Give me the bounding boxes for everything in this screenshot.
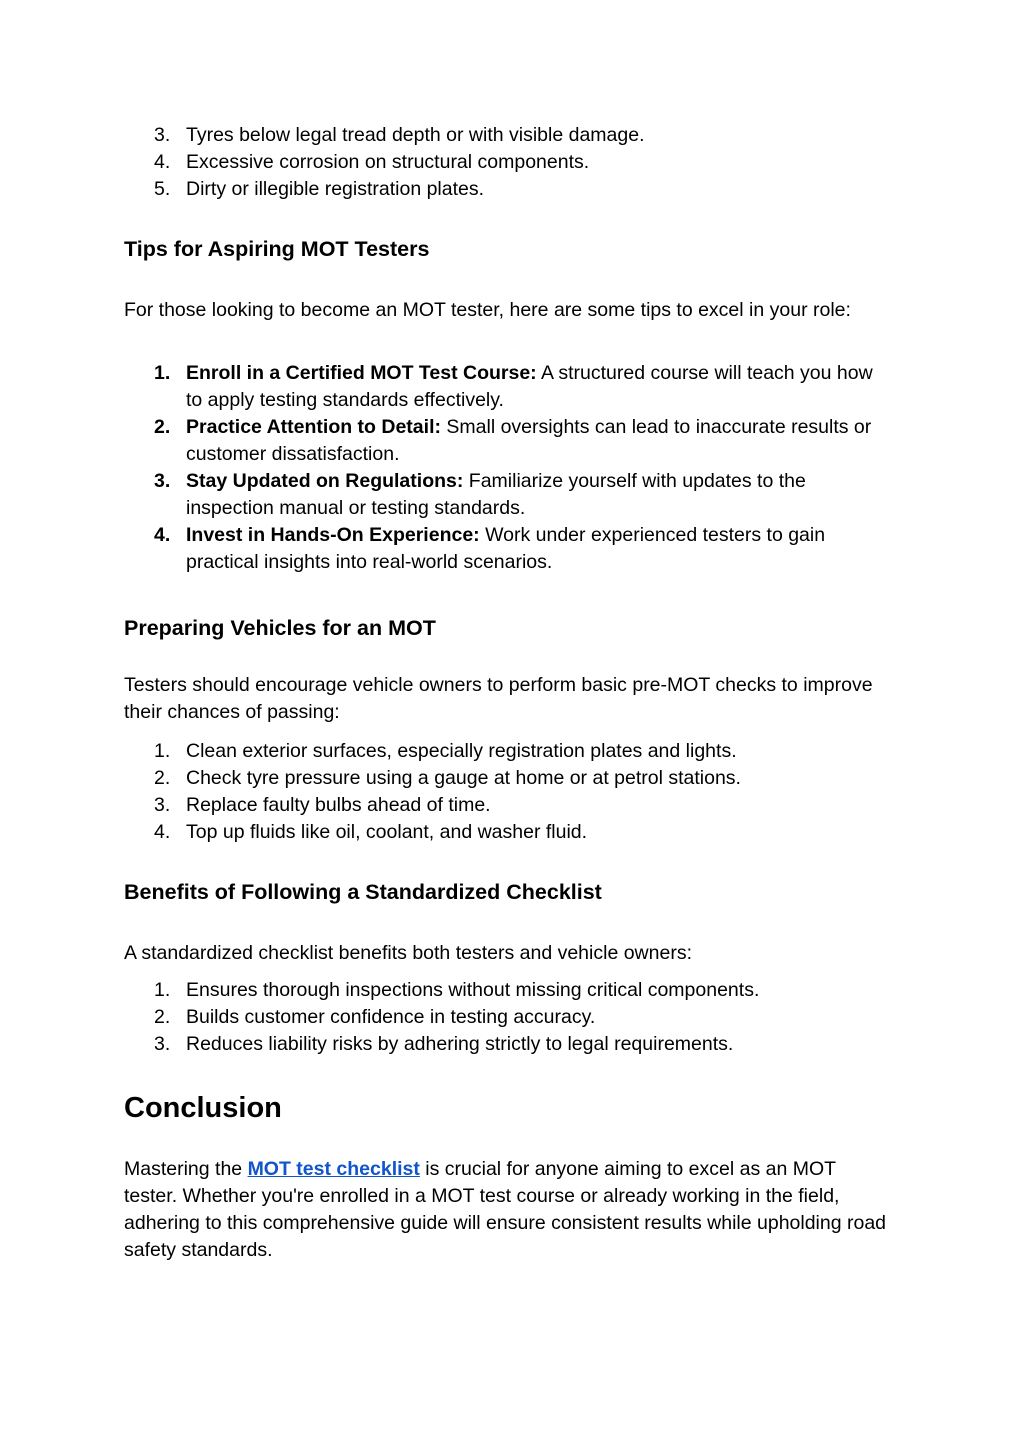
list-number: 3. bbox=[154, 794, 171, 816]
preparing-list bbox=[124, 738, 894, 846]
list-term: Practice Attention to Detail: bbox=[186, 416, 441, 438]
list-item bbox=[124, 149, 894, 176]
list-text: Clean exterior surfaces, especially registration plates and lights. bbox=[186, 740, 737, 762]
list-item bbox=[124, 176, 894, 203]
list-text: Reduces liability risks by adhering strictly to legal requirements. bbox=[186, 1033, 734, 1055]
list-text: Small oversights can lead to inaccurate results or customer dissatisfaction. bbox=[186, 416, 872, 465]
list-item bbox=[124, 468, 894, 522]
list-item bbox=[124, 122, 894, 149]
list-text: A structured course will teach you how to apply testing standards effectively. bbox=[186, 362, 873, 411]
benefits-list bbox=[124, 977, 894, 1058]
tips-intro: For those looking to become an MOT tester, here are some tips to excel in your role: bbox=[124, 299, 851, 321]
list-item bbox=[124, 819, 894, 846]
failure-list bbox=[124, 122, 894, 203]
list-number: 2. bbox=[154, 767, 171, 789]
list-item bbox=[124, 765, 894, 792]
conclusion-text-before: Mastering the bbox=[124, 1158, 248, 1180]
list-number: 2. bbox=[154, 416, 171, 438]
document-page bbox=[124, 118, 894, 1264]
list-item bbox=[124, 1004, 894, 1031]
list-number: 5. bbox=[154, 178, 171, 200]
list-text: Ensures thorough inspections without missing critical components. bbox=[186, 979, 760, 1001]
list-number: 1. bbox=[154, 362, 171, 384]
list-number: 3. bbox=[154, 1033, 171, 1055]
tips-list bbox=[124, 360, 894, 576]
list-number: 3. bbox=[154, 470, 171, 492]
list-number: 2. bbox=[154, 1006, 171, 1028]
list-text: Familiarize yourself with updates to the inspection manual or testing standards. bbox=[186, 470, 806, 519]
list-number: 3. bbox=[154, 124, 171, 146]
list-term: Stay Updated on Regulations: bbox=[186, 470, 464, 492]
list-number: 1. bbox=[154, 979, 171, 1001]
list-text: Top up fluids like oil, coolant, and washer fluid. bbox=[186, 821, 588, 843]
list-item bbox=[124, 792, 894, 819]
list-text: Dirty or illegible registration plates. bbox=[186, 178, 485, 200]
list-number: 4. bbox=[154, 821, 171, 843]
list-item bbox=[124, 1031, 894, 1058]
list-number: 4. bbox=[154, 524, 171, 546]
conclusion-heading: Conclusion bbox=[124, 1092, 282, 1124]
preparing-intro: Testers should encourage vehicle owners to perform basic pre-MOT checks to improve their chances of passing: bbox=[124, 674, 873, 723]
list-text: Excessive corrosion on structural components. bbox=[186, 151, 590, 173]
mot-test-checklist-link[interactable]: MOT test checklist bbox=[247, 1158, 420, 1180]
list-item bbox=[124, 738, 894, 765]
list-text: Work under experienced testers to gain practical insights into real-world scenarios. bbox=[186, 524, 826, 573]
list-item bbox=[124, 414, 894, 468]
conclusion-text-after: is crucial for anyone aiming to excel as an MOT tester. Whether you're enrolled in a MOT test course or already working in the field, adhering to this comprehensive guide will ensure consistent results while upholding road safety standards. bbox=[124, 1158, 887, 1261]
list-item bbox=[124, 360, 894, 414]
list-text: Replace faulty bulbs ahead of time. bbox=[186, 794, 491, 816]
list-text: Builds customer confidence in testing accuracy. bbox=[186, 1006, 596, 1028]
tips-heading: Tips for Aspiring MOT Testers bbox=[124, 237, 430, 261]
list-number: 4. bbox=[154, 151, 171, 173]
list-text: Tyres below legal tread depth or with visible damage. bbox=[186, 124, 645, 146]
list-text: Check tyre pressure using a gauge at home or at petrol stations. bbox=[186, 767, 741, 789]
list-item bbox=[124, 522, 894, 576]
benefits-intro: A standardized checklist benefits both testers and vehicle owners: bbox=[124, 942, 692, 964]
list-number: 1. bbox=[154, 740, 171, 762]
benefits-heading: Benefits of Following a Standardized Checklist bbox=[124, 880, 602, 904]
conclusion-paragraph bbox=[124, 1156, 894, 1264]
list-term: Invest in Hands-On Experience: bbox=[186, 524, 480, 546]
preparing-heading: Preparing Vehicles for an MOT bbox=[124, 616, 436, 640]
list-term: Enroll in a Certified MOT Test Course: bbox=[186, 362, 537, 384]
list-item bbox=[124, 977, 894, 1004]
